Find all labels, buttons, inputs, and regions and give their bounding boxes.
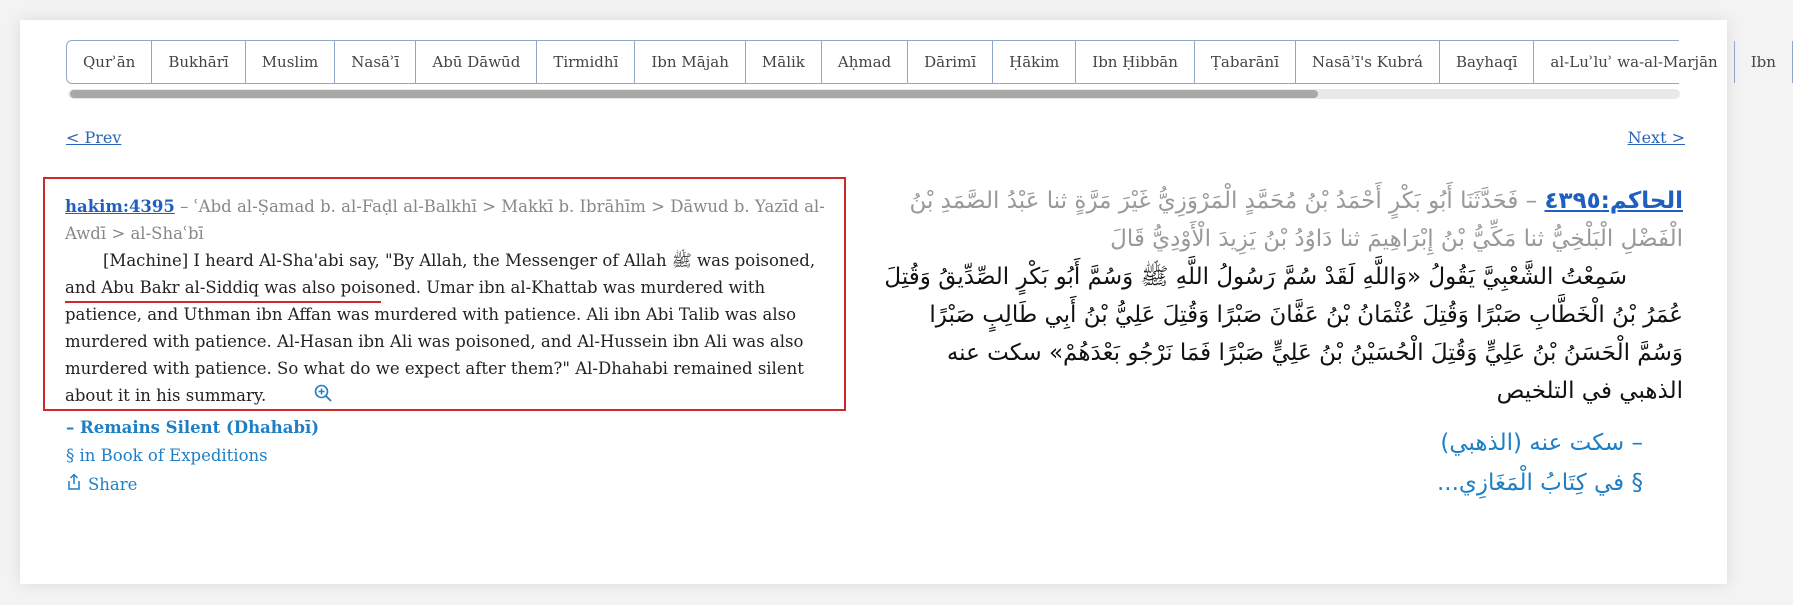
tab-3[interactable]: Nasāʾī (335, 41, 416, 83)
tab-0[interactable]: Qurʾān (67, 41, 152, 83)
grade-label[interactable]: – Remains Silent (Dhahabī) (66, 418, 320, 437)
tab-1[interactable]: Bukhārī (152, 41, 245, 83)
arabic-hadith-box (880, 182, 1683, 410)
zoom-in-icon[interactable] (276, 383, 332, 410)
tab-14[interactable]: Bayhaqī (1440, 41, 1534, 83)
book-link[interactable]: § in Book of Expeditions (66, 446, 268, 465)
translation-text: [Machine] I heard Al-Sha'abi say, "By Allah, the Messenger of Allah ﷺ was poisoned, and Abu Bakr al-Siddiq was also poisoned. Umar ibn al-Khattab was murdered with patience, and Uthman ibn Affan was murdered with patience. Ali ibn Abi Talib was also murdered with patience. Al-Hasan ibn Ali was poisoned, and Al-Hussein ibn Ali was also murdered with patience. So what do we expect after them?" Al-Dhahabi remained silent about it in his summary. (65, 251, 816, 405)
tab-8[interactable]: Aḥmad (822, 41, 908, 83)
arabic-book-link[interactable]: § في كِتَابُ الْمَغَازِي... (1437, 470, 1643, 496)
tab-2[interactable]: Muslim (246, 41, 336, 83)
tab-6[interactable]: Ibn Mājah (635, 41, 746, 83)
arabic-narrator-chain: – فَحَدَّثَنَا أَبُو بَكْرٍ أَحْمَدُ بْنُ مُحَمَّدٍ الْمَرْوَزِيُّ غَيْرَ مَرَّةٍ ثنا عَبْدُ الصَّمَدِ بْنُ الْفَضْلِ الْبَلْخِيُّ ثنا مَكِّيُّ بْنُ إِبْرَاهِيمَ ثنا دَاوُدُ بْنُ يَزِيدَ الْأَوْدِيُّ قَالَ (909, 188, 1683, 252)
tab-5[interactable]: Tirmidhī (537, 41, 635, 83)
tab-13[interactable]: Nasāʾī's Kubrá (1296, 41, 1440, 83)
arabic-ref-link[interactable]: الحاكم:٤٣٩٥ (1544, 188, 1683, 214)
highlight-underline (65, 301, 381, 303)
tab-11[interactable]: Ibn Ḥibbān (1076, 41, 1195, 83)
tab-10[interactable]: Ḥākim (993, 41, 1076, 83)
english-hadith-box (43, 177, 846, 411)
tab-15[interactable]: al-Luʾluʾ wa-al-Marjān (1534, 41, 1734, 83)
prev-link[interactable] (66, 128, 121, 147)
hadith-card (20, 20, 1776, 584)
arabic-text: سَمِعْتُ الشَّعْبِيَّ يَقُولُ «وَاللَّهِ لَقَدْ سُمَّ رَسُولُ اللَّهِ ﷺ وَسُمَّ أَبُو بَكْرٍ الصِّدِّيقُ وَقُتِلَ عُمَرُ بْنُ الْخَطَّابِ صَبْرًا وَقُتِلَ عُثْمَانُ بْنُ عَفَّانَ صَبْرًا وَقُتِلَ عَلِيُّ بْنُ أَبِي طَالِبٍ صَبْرًا وَسُمَّ الْحَسَنُ بْنُ عَلِيٍّ وَقُتِلَ الْحُسَيْنُ بْنُ عَلِيٍّ صَبْرًا فَمَا نَرْجُو بَعْدَهُمْ» سكت عنه الذهبي في التلخيص (884, 264, 1683, 404)
share-icon (66, 473, 82, 495)
next-link-label[interactable]: Next > (1627, 128, 1685, 147)
share-button[interactable] (66, 473, 137, 495)
scrollbar-thumb[interactable] (70, 90, 1318, 98)
tab-9[interactable]: Dārimī (908, 41, 993, 83)
share-label: Share (88, 474, 138, 494)
narrator-chain: – ʿAbd al-Ṣamad b. al-Faḍl al-Balkhī > Makkī b. Ibrāhīm > Dāwud b. Yazīd al-Awdī > al-Shaʿbī (65, 197, 825, 243)
collection-tabs (66, 40, 1776, 84)
arabic-grade-label[interactable]: – سكت عنه (الذهبي) (1440, 430, 1643, 456)
tab-4[interactable]: Abū Dāwūd (416, 41, 537, 83)
next-link[interactable] (1628, 128, 1685, 147)
tab-12[interactable]: Ṭabarānī (1195, 41, 1296, 83)
tab-7[interactable]: Mālik (746, 41, 822, 83)
tab-16[interactable]: Ibn (1735, 41, 1793, 83)
tabs-scrollbar[interactable] (68, 89, 1680, 99)
hadith-ref-link[interactable]: hakim:4395 (65, 197, 175, 216)
prev-link-label[interactable]: < Prev (66, 128, 122, 147)
